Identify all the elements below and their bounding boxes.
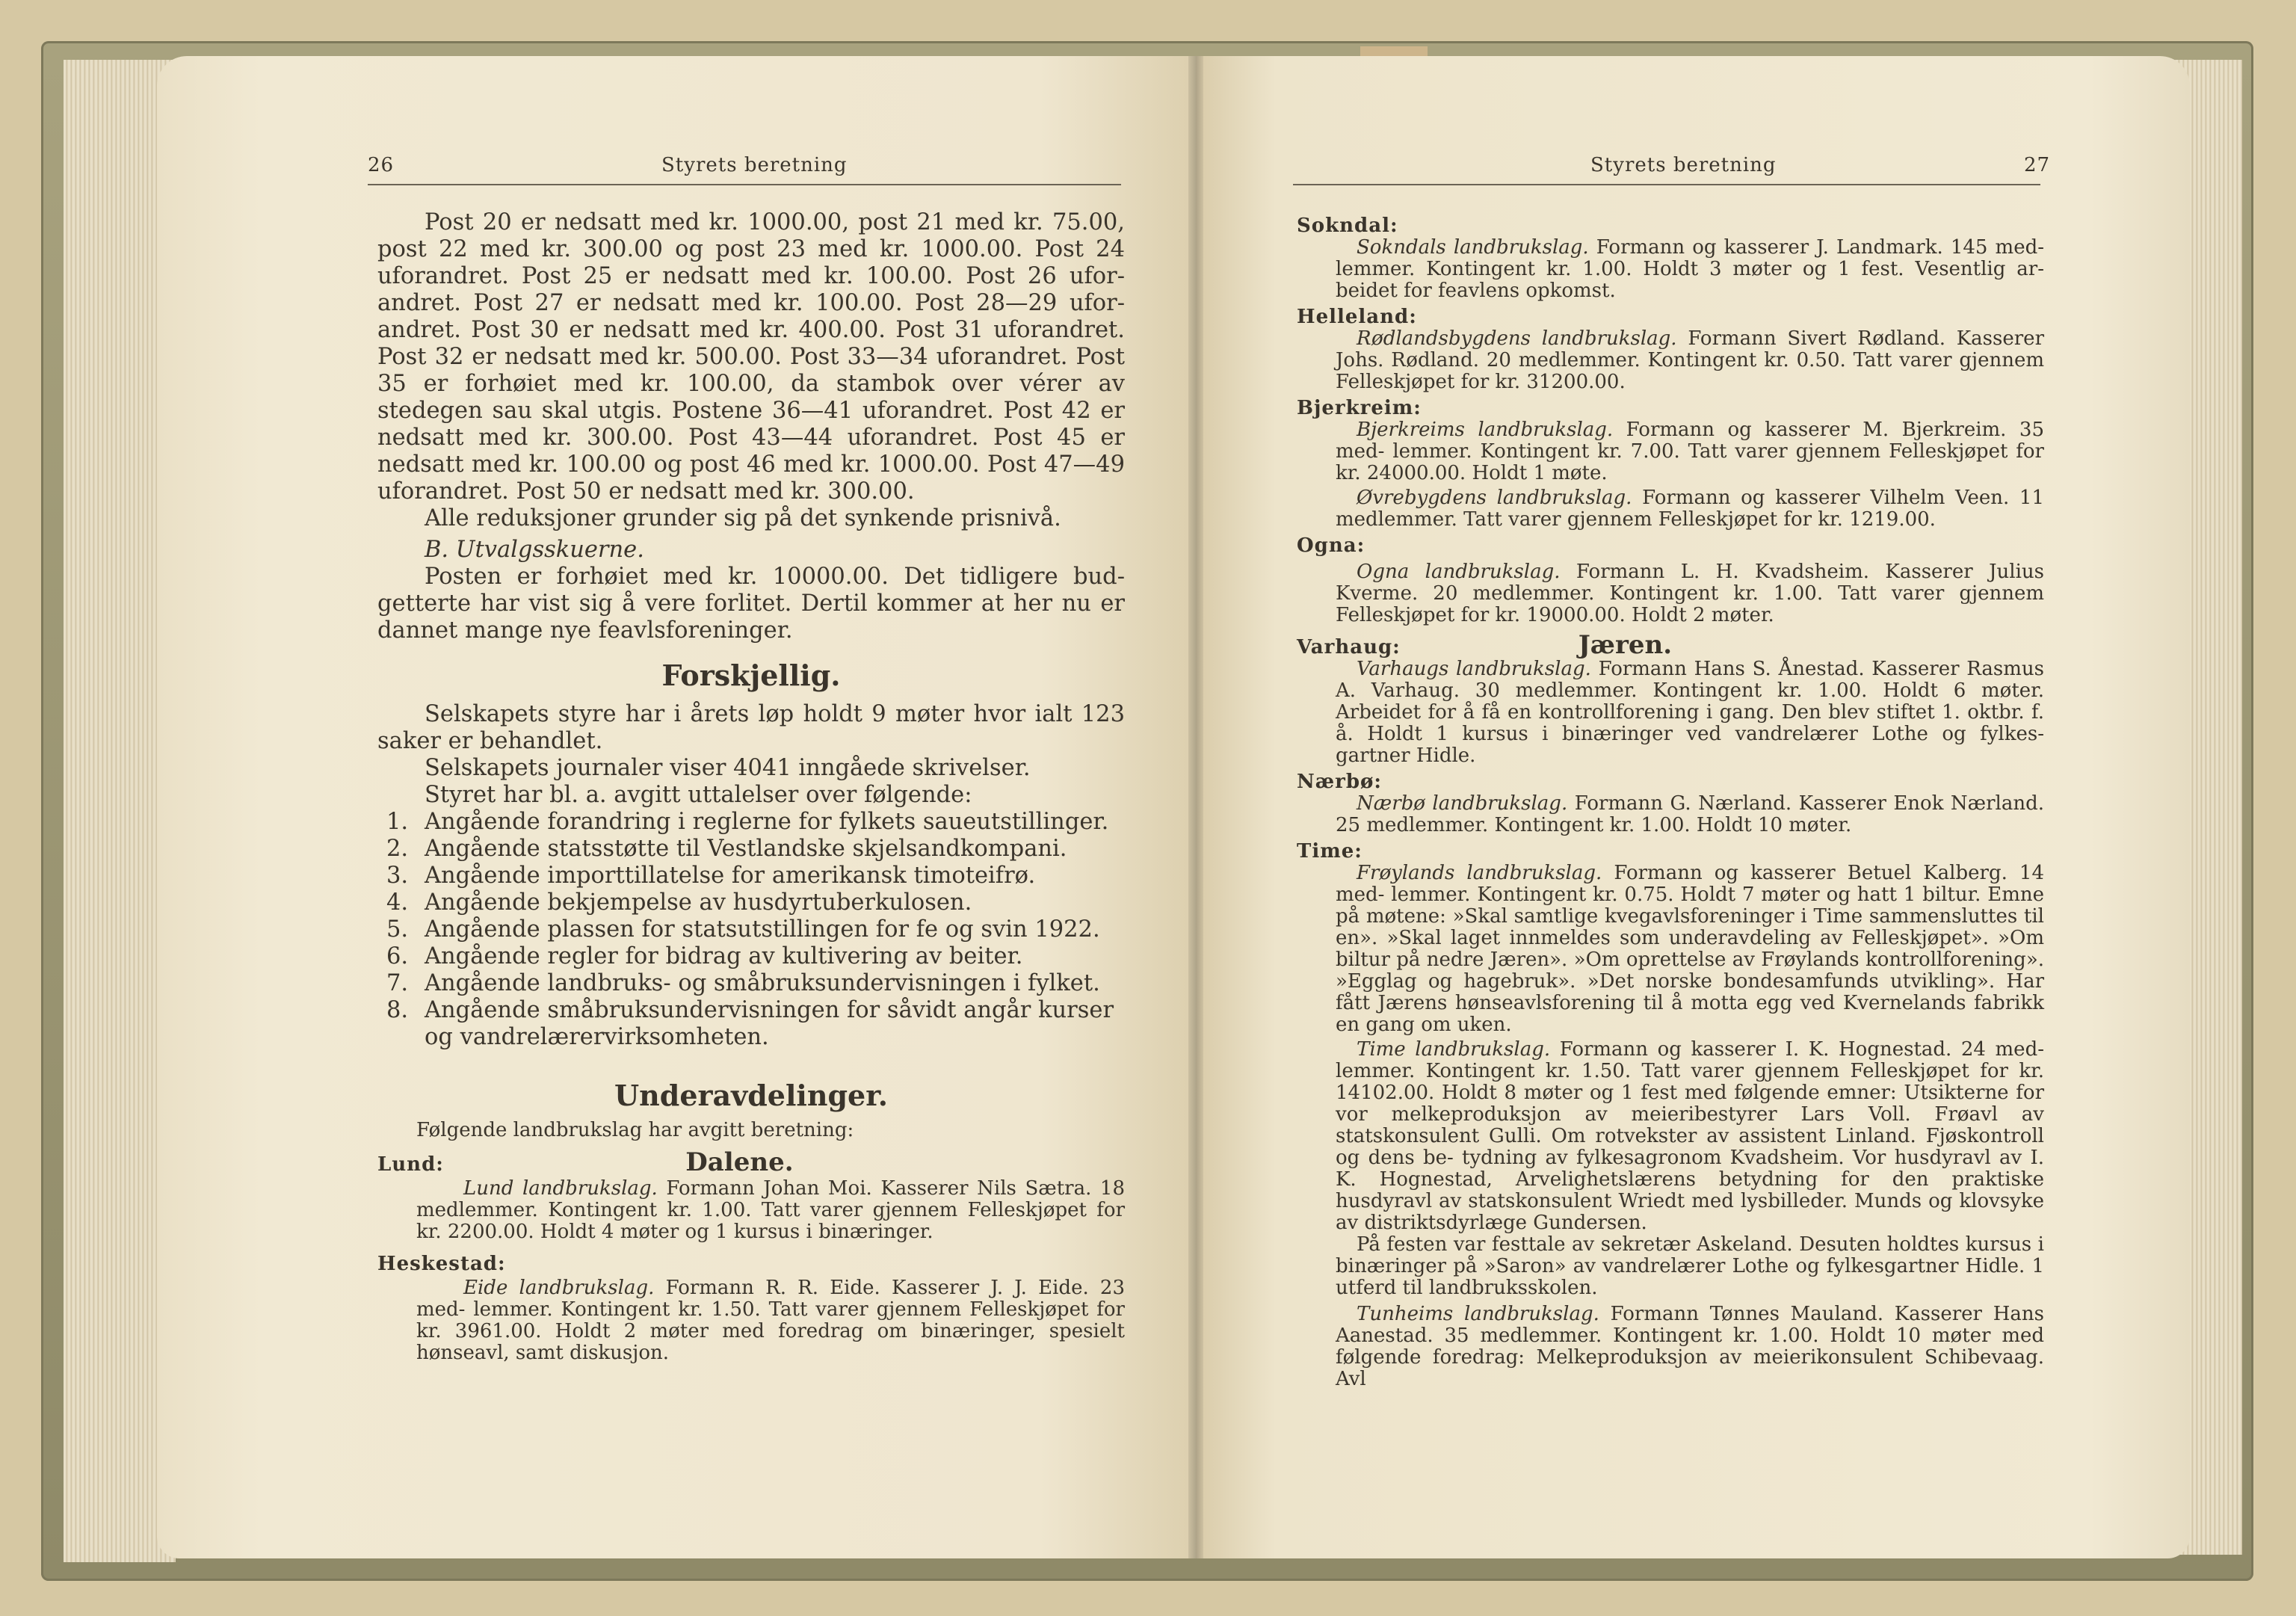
budget-paragraph: Post 20 er nedsatt med kr. 1000.00, post 21 med kr. 75.00, post 22 med kr. 300.00 og post 23 med kr. 1000.00. Post 24 uforandret. Post 25 er nedsatt med kr. 100.00. Post 26 ufor- andret. Post 27 er nedsatt med kr. 100.00. Post 28—29 ufor- andret. Post 30 er nedsatt med kr. 400.00. Post 31 uforandret. Post 32 er nedsatt med kr. 500.00. Post 33—34 uforandret. Post 35 er forhøiet med kr. 100.00, da stambok over vérer av stedegen sau skal utgis. Postene 36—41 uforandret. Post 42 er nedsatt med kr. 300.00. Post 43—44 uforandret. Post 45 er nedsatt med kr. 100.00 og post 46 med kr. 1000.00. Post 47—49 uforandret. Post 50 er nedsatt med kr. 300.00.	[377, 209, 1125, 505]
place-time: Time:	[1297, 840, 1363, 863]
left-page-number: 26	[368, 154, 395, 176]
statements-list	[377, 809, 1125, 1051]
reductions-paragraph: Alle reduksjoner grunder sig på det synkende prisnivå.	[425, 505, 1061, 531]
lund-row	[377, 1149, 1125, 1178]
list-item: 5. Angående plassen for statsutstillingen for fe og svin 1922.	[386, 916, 1100, 943]
heskestad-label: Heskestad:	[377, 1253, 506, 1275]
list-item: 7. Angående landbruks- og småbruksundervisningen i fylket.	[386, 970, 1100, 996]
utvalgsskuerne-paragraph: Posten er forhøiet med kr. 10000.00. Det tidligere bud- getterte har vist sig å vere forlitet. Dertil kommer at her nu er dannet mange nye feavlsforeninger.	[377, 564, 1125, 644]
place-ogna: Ogna:	[1297, 534, 1365, 557]
entry-sokndal: Sokndals landbrukslag. Formann og kasserer J. Landmark. 145 med- lemmer. Kontingent kr. 1.00. Holdt 3 møter og 1 fest. Vesentlig ar- beidet for feavlens opkomst.	[1336, 236, 2045, 302]
list-item: 3. Angående importtillatelse for amerikansk timoteifrø.	[386, 863, 1036, 889]
place-naerbo: Nærbø:	[1297, 771, 1382, 793]
place-varhaug: Varhaug:	[1297, 636, 1401, 659]
entry-time: Frøylands landbrukslag. Formann og kasserer Betuel Kalberg. 14 med- lemmer. Kontingent kr. 0.75. Holdt 7 møter og hatt 1 biltur. Emne på møtene: »Skal samtlige kvegavlsforeninger i Time sammensluttes til en». »Skal laget innmeldes som underavdeling av Felleskjøpet». »Om biltur på nedre Jæren». »Om oprettelse av Frøylands kontrollforening». »Egglag og hagebruk». »Det norske bondesamfunds utvikling». Har fått Jærens hønseavlsforening til å motta egg ved Kvernelands fabrikk en gang om uken. Time landbrukslag. Formann og kasserer I. K. Hognestad. 24 med- lemmer. Kontingent kr. 1.50. Tatt varer gjennem Felleskjøpet for kr. 14102.00. Holdt 8 møter og 1 fest med følgende emner: Utsikterne for vor melkeproduksjon av meieribestyrer Lars Voll. Frøavl av statskonsulent Gulli. Om rotvekster av assistent Linland. Fjøskontroll og dens be- tydning av fylkesagronom Kvadsheim. Vor husdyravl av I. K. Hognestad, Arvelighetslærens betydning for den praktiske husdyravl av statskonsulent Wriedt med lysbilleder. Munds og klovsyke av distriktsdyrlæge Gundersen. På festen var festtale av sekretær Askeland. Desuten holdtes kursus i binæringer på »Saron» av vandrelærer Lothe og fylkesgartner Hidle. 1 utferd til landbruksskolen. Tunheims landbrukslag. Formann Tønnes Mauland. Kasserer Hans Aanestad. 35 medlemmer. Kontingent kr. 1.00. Holdt 10 møter med følgende foredrag: Melkeproduksjon av meierikonsulent Schibevaag. Avl	[1336, 862, 2045, 1390]
place-sokndal: Sokndal:	[1297, 215, 1398, 237]
entry-naerbo: Nærbø landbrukslag. Formann G. Nærland. Kasserer Enok Nærland. 25 medlemmer. Kontingent kr. 1.00. Holdt 10 møter.	[1336, 792, 2045, 836]
left-header-rule	[368, 184, 1121, 185]
list-item: 1. Angående forandring i reglerne for fylkets saueutstillinger.	[386, 809, 1109, 835]
underavdelinger-intro: Følgende landbrukslag har avgitt beretning:	[416, 1119, 854, 1141]
list-item: 4. Angående bekjempelse av husdyrtuberkulosen.	[386, 889, 972, 916]
dalene-heading: Dalene.	[685, 1147, 794, 1177]
right-page-body	[1297, 211, 2044, 1390]
place-bjerkreim: Bjerkreim:	[1297, 397, 1422, 419]
statements-paragraph: Styret har bl. a. avgitt uttalelser over følgende:	[425, 782, 972, 808]
entry-helleland: Rødlandsbygdens landbrukslag. Formann Sivert Rødland. Kasserer Johs. Rødland. 20 medlemmer. Kontingent kr. 0.50. Tatt varer gjennem Felleskjøpet for kr. 31200.00.	[1336, 327, 2044, 393]
entry-varhaug: Varhaugs landbrukslag. Formann Hans S. Ånestad. Kasserer Rasmus A. Varhaug. 30 medlemmer. Kontingent kr. 1.00. Holdt 6 møter. Arbeidet for å få en kontrollforening i gang. Den blev stiftet 1. oktbr. f. å. Holdt 1 kursus i binæringer ved vandrelærer Lothe og fylkes- gartner Hidle.	[1336, 658, 2044, 767]
right-header-rule	[1293, 184, 2040, 185]
book-gutter	[1188, 56, 1203, 1558]
meetings-paragraph: Selskapets styre har i årets løp holdt 9 møter hvor ialt 123 saker er behandlet.	[377, 701, 1125, 754]
forskjellig-heading: Forskjellig.	[661, 659, 841, 692]
list-item: 8. Angående småbruksundervisningen for såvidt angår kurser og vandrelærervirksomheten.	[386, 997, 1114, 1050]
entry-ogna: Ogna landbrukslag. Formann L. H. Kvadsheim. Kasserer Julius Kverme. 20 medlemmer. Kontingent kr. 1.00. Tatt varer gjennem Felleskjøpet for kr. 19000.00. Holdt 2 møter.	[1336, 561, 2044, 626]
utvalgsskuerne-heading: B. Utvalgsskuerne.	[425, 537, 644, 563]
left-page-body	[377, 209, 1125, 1364]
right-page-number: 27	[2024, 154, 2051, 176]
place-helleland: Helleland:	[1297, 306, 1417, 328]
list-item: 2. Angående statsstøtte til Vestlandske skjelsandkompani.	[386, 836, 1067, 862]
journals-paragraph: Selskapets journaler viser 4041 inngåede skrivelser.	[425, 755, 1031, 781]
varhaug-row	[1297, 632, 2044, 659]
underavdelinger-heading: Underavdelinger.	[614, 1079, 888, 1112]
lund-label: Lund:	[377, 1153, 444, 1176]
heskestad-entry: Eide landbrukslag. Formann R. R. Eide. Kasserer J. J. Eide. 23 med- lemmer. Kontingent kr. 1.50. Tatt varer gjennem Felleskjøpet for kr. 3961.00. Holdt 2 møter med foredrag om binæringer, spesielt hønseavl, samt diskusjon.	[416, 1277, 1126, 1364]
list-item: 6. Angående regler for bidrag av kultivering av beiter.	[386, 943, 1023, 969]
lund-entry: Lund landbrukslag. Formann Johan Moi. Kasserer Nils Sætra. 18 medlemmer. Kontingent kr. 1.00. Tatt varer gjennem Felleskjøpet for kr. 2200.00. Holdt 4 møter og 1 kursus i binæringer.	[416, 1177, 1125, 1243]
entry-bjerkreim: Bjerkreims landbrukslag. Formann og kasserer M. Bjerkreim. 35 med- lemmer. Kontingent kr. 7.00. Tatt varer gjennem Felleskjøpet for kr. 24000.00. Holdt 1 møte. Øvrebygdens landbrukslag. Formann og kasserer Vilhelm Veen. 11 medlemmer. Tatt varer gjennem Felleskjøpet for kr. 1219.00.	[1336, 419, 2045, 531]
left-running-head: Styrets beretning	[661, 154, 848, 176]
right-running-head: Styrets beretning	[1590, 154, 1777, 176]
jaeren-heading: Jæren.	[1578, 630, 1673, 660]
